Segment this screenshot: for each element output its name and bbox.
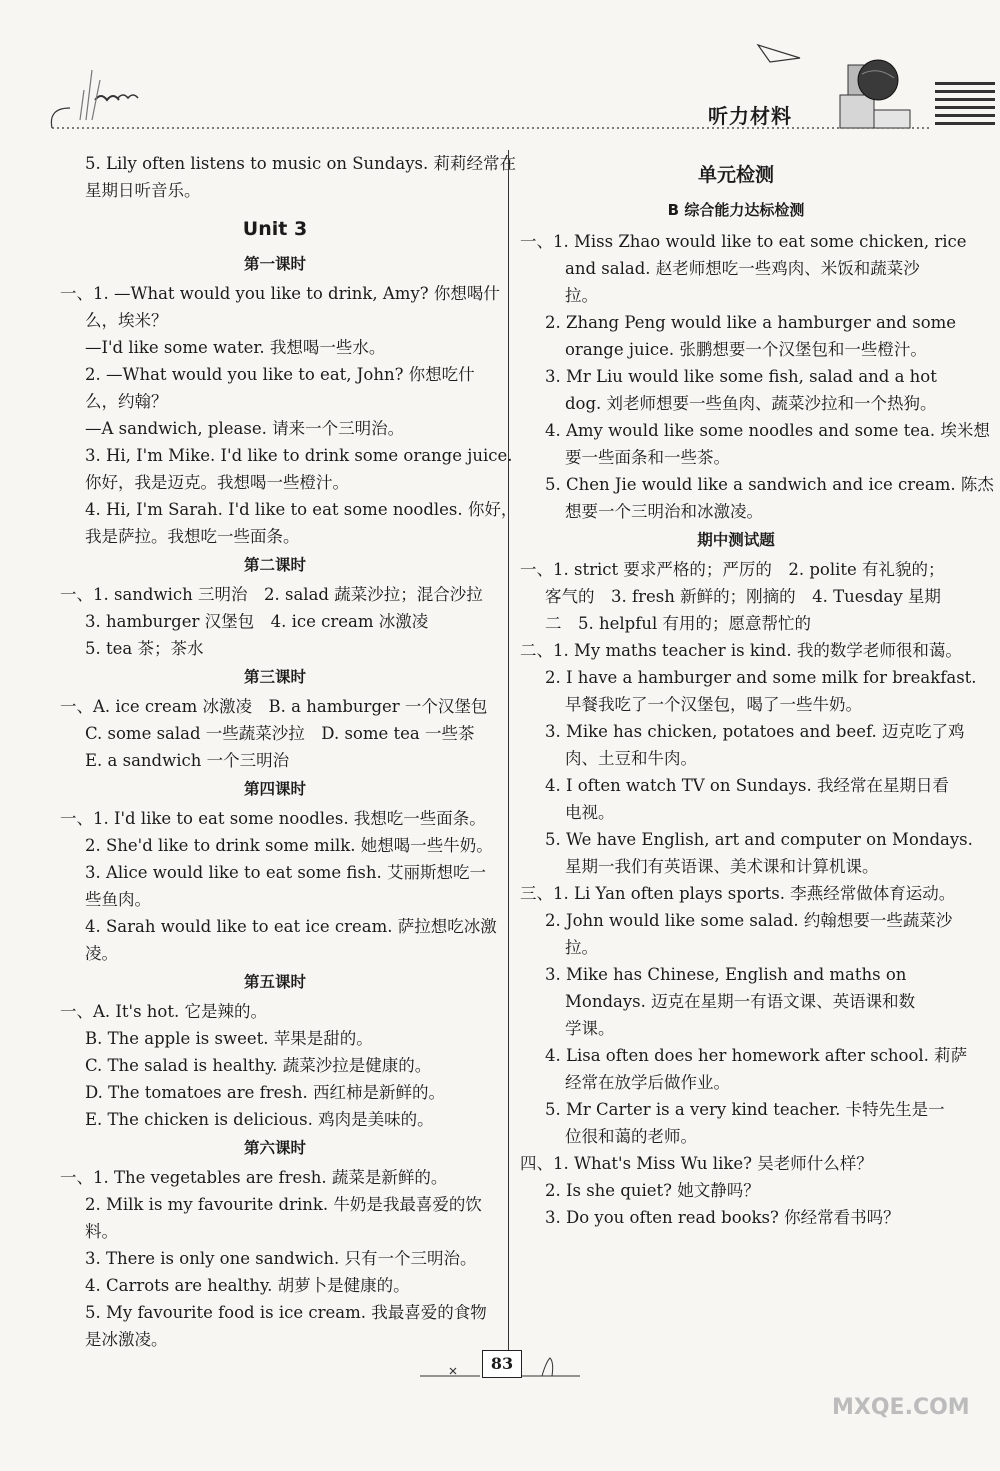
section-heading: 第五课时 xyxy=(243,973,306,991)
text-line: 2. I have a hamburger and some milk for breakfast. xyxy=(545,668,977,687)
page-number: 83 xyxy=(482,1350,522,1378)
text-line: D. The tomatoes are fresh. 西红柿是新鲜的。 xyxy=(85,1083,445,1102)
text-line: 3. Alice would like to eat some fish. 艾丽斯想吃一 xyxy=(85,863,486,882)
text-line: 4. Lisa often does her homework after school. 莉萨 xyxy=(545,1046,968,1065)
text-line: 5. We have English, art and computer on Mondays. xyxy=(545,830,973,849)
right-column xyxy=(520,150,994,1231)
text-line: 是冰激凌。 xyxy=(85,1330,168,1349)
text-line: 早餐我吃了一个汉堡包，喝了一些牛奶。 xyxy=(565,695,862,714)
text-line: 5. Mr Carter is a very kind teacher. 卡特先生是一 xyxy=(545,1100,945,1119)
text-line: 一、1. The vegetables are fresh. 蔬菜是新鲜的。 xyxy=(60,1168,448,1187)
text-line: B. The apple is sweet. 苹果是甜的。 xyxy=(85,1029,373,1048)
text-line: 经常在放学后做作业。 xyxy=(565,1073,730,1092)
text-line: 5. Lily often listens to music on Sundays. 莉莉经常在 xyxy=(85,154,516,173)
text-line: 一、A. It's hot. 它是辣的。 xyxy=(60,1002,267,1021)
text-line: 4. Amy would like some noodles and some tea. 埃米想 xyxy=(545,421,990,440)
text-line: 2. Is she quiet? 她文静吗？ xyxy=(545,1181,760,1200)
text-line: —I'd like some water. 我想喝一些水。 xyxy=(85,338,386,357)
text-line: 2. Zhang Peng would like a hamburger and some xyxy=(545,313,957,332)
text-line: 3. Mr Liu would like some fish, salad and a hot xyxy=(545,367,937,386)
text-line: 些鱼肉。 xyxy=(85,890,151,909)
text-line: 一、1. strict 要求严格的；严厉的 2. polite 有礼貌的； xyxy=(520,560,945,579)
text-line: 凌。 xyxy=(85,944,118,963)
text-line: 想要一个三明治和冰激凌。 xyxy=(565,502,763,521)
text-line: 3. Do you often read books? 你经常看书吗？ xyxy=(545,1208,900,1227)
text-line: 料。 xyxy=(85,1222,118,1241)
section-heading: Unit 3 xyxy=(242,218,308,240)
text-line: 2. Milk is my favourite drink. 牛奶是我最喜爱的饮 xyxy=(85,1195,482,1214)
text-line: 一、1. sandwich 三明治 2. salad 蔬菜沙拉；混合沙拉 xyxy=(60,585,483,604)
text-line: 2. She'd like to drink some milk. 她想喝一些牛奶。 xyxy=(85,836,493,855)
text-line: 三、1. Li Yan often plays sports. 李燕经常做体育运动。 xyxy=(520,884,956,903)
text-line: 星期一我们有英语课、美术课和计算机课。 xyxy=(565,857,879,876)
text-line: 5. My favourite food is ice cream. 我最喜爱的食物 xyxy=(85,1303,487,1322)
text-line: 二 5. helpful 有用的；愿意帮忙的 xyxy=(545,614,811,633)
page-footer xyxy=(420,1346,580,1382)
section-heading: B 综合能力达标检测 xyxy=(667,201,805,219)
text-line: 5. tea 茶；茶水 xyxy=(85,639,204,658)
header-title: 听力材料 xyxy=(708,104,792,128)
text-line: 一、1. —What would you like to drink, Amy? 你想喝什 xyxy=(60,284,500,303)
text-line: 你好，我是迈克。我想喝一些橙汁。 xyxy=(85,473,349,492)
text-line: C. The salad is healthy. 蔬菜沙拉是健康的。 xyxy=(85,1056,432,1075)
text-line: 一、A. ice cream 冰激凌 B. a hamburger 一个汉堡包 xyxy=(60,697,488,716)
text-line: —A sandwich, please. 请来一个三明治。 xyxy=(85,419,405,438)
text-line: 我是萨拉。我想吃一些面条。 xyxy=(85,527,300,546)
text-line: 电视。 xyxy=(565,803,615,822)
text-line: 4. I often watch TV on Sundays. 我经常在星期日看 xyxy=(545,776,949,795)
text-line: 一、1. I'd like to eat some noodles. 我想吃一些面条。 xyxy=(60,809,486,828)
text-line: 一、1. Miss Zhao would like to eat some chicken, rice xyxy=(520,232,967,251)
text-line: 肉、土豆和牛肉。 xyxy=(565,749,697,768)
text-line: 3. Mike has chicken, potatoes and beef. 迈克吃了鸡 xyxy=(545,722,965,741)
section-heading: 第四课时 xyxy=(243,780,306,798)
text-line: 位很和蔼的老师。 xyxy=(565,1127,697,1146)
text-line: 4. Sarah would like to eat ice cream. 萨拉想吃冰激 xyxy=(85,917,497,936)
text-line: 3. Hi, I'm Mike. I'd like to drink some orange juice. xyxy=(85,446,513,465)
text-line: 客气的 3. fresh 新鲜的；刚摘的 4. Tuesday 星期 xyxy=(545,587,941,606)
text-line: 星期日听音乐。 xyxy=(85,181,201,200)
page-header xyxy=(0,0,1000,150)
text-line: 要一些面条和一些茶。 xyxy=(565,448,730,467)
text-line: 二、1. My maths teacher is kind. 我的数学老师很和蔼。 xyxy=(520,641,962,660)
text-line: 么，约翰？ xyxy=(85,392,168,411)
watermark-text: MXQE.COM xyxy=(832,1395,970,1420)
header-decoration-icon xyxy=(0,0,1000,150)
text-line: 2. —What would you like to eat, John? 你想吃什 xyxy=(85,365,475,384)
text-line: dog. 刘老师想要一些鱼肉、蔬菜沙拉和一个热狗。 xyxy=(565,394,937,413)
text-line: orange juice. 张鹏想要一个汉堡包和一些橙汁。 xyxy=(565,340,927,359)
text-line: 5. Chen Jie would like a sandwich and ice cream. 陈杰 xyxy=(545,475,994,494)
text-line: 拉。 xyxy=(565,286,598,305)
text-line: E. The chicken is delicious. 鸡肉是美味的。 xyxy=(85,1110,434,1129)
section-heading: 第三课时 xyxy=(243,668,306,686)
column-divider xyxy=(508,150,509,1360)
text-line: Mondays. 迈克在星期一有语文课、英语课和数 xyxy=(565,992,916,1011)
text-line: E. a sandwich 一个三明治 xyxy=(85,751,290,770)
section-heading: 第一课时 xyxy=(243,255,306,273)
section-heading: 第六课时 xyxy=(243,1139,306,1157)
left-column xyxy=(60,150,518,1353)
text-line: and salad. 赵老师想吃一些鸡肉、米饭和蔬菜沙 xyxy=(565,259,920,278)
text-line: 3. hamburger 汉堡包 4. ice cream 冰激凌 xyxy=(85,612,429,631)
text-line: C. some salad 一些蔬菜沙拉 D. some tea 一些茶 xyxy=(85,724,475,743)
text-line: 2. John would like some salad. 约翰想要一些蔬菜沙 xyxy=(545,911,953,930)
text-line: 学课。 xyxy=(565,1019,615,1038)
section-heading: 期中测试题 xyxy=(697,531,775,549)
section-heading: 单元检测 xyxy=(697,164,774,186)
text-line: 4. Carrots are healthy. 胡萝卜是健康的。 xyxy=(85,1276,410,1295)
text-line: 4. Hi, I'm Sarah. I'd like to eat some noodles. 你好， xyxy=(85,500,518,519)
section-heading: 第二课时 xyxy=(243,556,306,574)
text-line: 3. There is only one sandwich. 只有一个三明治。 xyxy=(85,1249,477,1268)
text-line: 么，埃米？ xyxy=(85,311,168,330)
text-line: 3. Mike has Chinese, English and maths on xyxy=(545,965,907,984)
text-line: 四、1. What's Miss Wu like? 吴老师什么样？ xyxy=(520,1154,873,1173)
text-line: 拉。 xyxy=(565,938,598,957)
